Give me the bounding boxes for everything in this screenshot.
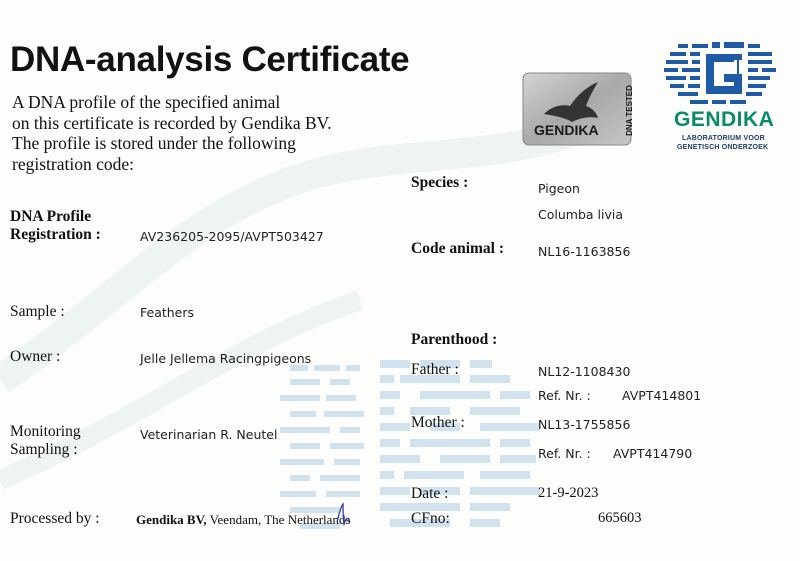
code-animal-label: Code animal : <box>411 240 504 257</box>
processed-location: Veendam, The Netherlands <box>206 512 351 527</box>
gendika-logo <box>650 38 790 158</box>
processed-value <box>136 512 351 528</box>
monitoring-value: Veterinarian R. Neutel <box>140 427 278 442</box>
cfno-value: 665603 <box>598 510 642 526</box>
parenthood-label: Parenthood : <box>411 331 498 348</box>
dna-tested-seal <box>522 72 632 146</box>
species-latin: Columba livia <box>538 207 623 222</box>
sample-label: Sample : <box>10 303 65 320</box>
intro-line: on this certificate is recorded by Gendika BV. <box>12 112 332 133</box>
seal-side-text: DNA TESTED <box>624 85 634 136</box>
monitoring-label: Monitoring <box>10 423 81 440</box>
intro-line: registration code: <box>12 153 134 174</box>
date-value: 21-9-2023 <box>538 485 599 501</box>
logo-tagline-2: GENETISCH ONDERZOEK <box>677 144 769 151</box>
sample-value: Feathers <box>140 305 195 320</box>
signature-mark <box>334 500 358 526</box>
mother-label: Mother : <box>411 414 465 431</box>
dna-profile-label: DNA Profile <box>10 208 92 225</box>
processed-company: Gendika BV, <box>136 512 207 527</box>
father-ref-label: Ref. Nr. : <box>538 388 591 403</box>
species-label: Species : <box>411 174 469 191</box>
mother-value: NL13-1755856 <box>538 417 631 432</box>
cfno-label: CFno: <box>411 510 450 527</box>
intro-line: The profile is stored under the following <box>12 133 296 153</box>
processed-label: Processed by : <box>10 510 100 527</box>
logo-brand: GENDIKA <box>674 108 775 131</box>
owner-label: Owner : <box>10 348 61 365</box>
father-value: NL12-1108430 <box>538 364 631 379</box>
species-common: Pigeon <box>538 181 580 196</box>
mother-ref-value: AVPT414790 <box>613 446 693 461</box>
certificate-title: DNA-analysis Certificate <box>10 40 410 79</box>
certificate-intro <box>12 92 331 174</box>
g-letter-icon <box>706 54 742 94</box>
father-ref-value: AVPT414801 <box>622 388 702 403</box>
logo-tagline-1: LABORATORIUM VOOR <box>682 135 765 142</box>
registration-value: AV236205-2095/AVPT503427 <box>140 229 324 244</box>
registration-label: Registration : <box>10 226 101 243</box>
father-label: Father : <box>411 361 459 378</box>
owner-value: Jelle Jellema Racingpigeons <box>140 351 312 366</box>
sampling-label: Sampling : <box>10 441 78 458</box>
intro-line: A DNA profile of the specified animal <box>12 92 281 112</box>
code-animal-value: NL16-1163856 <box>538 244 631 259</box>
seal-brand: GENDIKA <box>534 122 599 138</box>
mother-ref-label: Ref. Nr. : <box>538 446 591 461</box>
gendika-logo-mark <box>650 38 790 108</box>
date-label: Date : <box>411 485 449 502</box>
